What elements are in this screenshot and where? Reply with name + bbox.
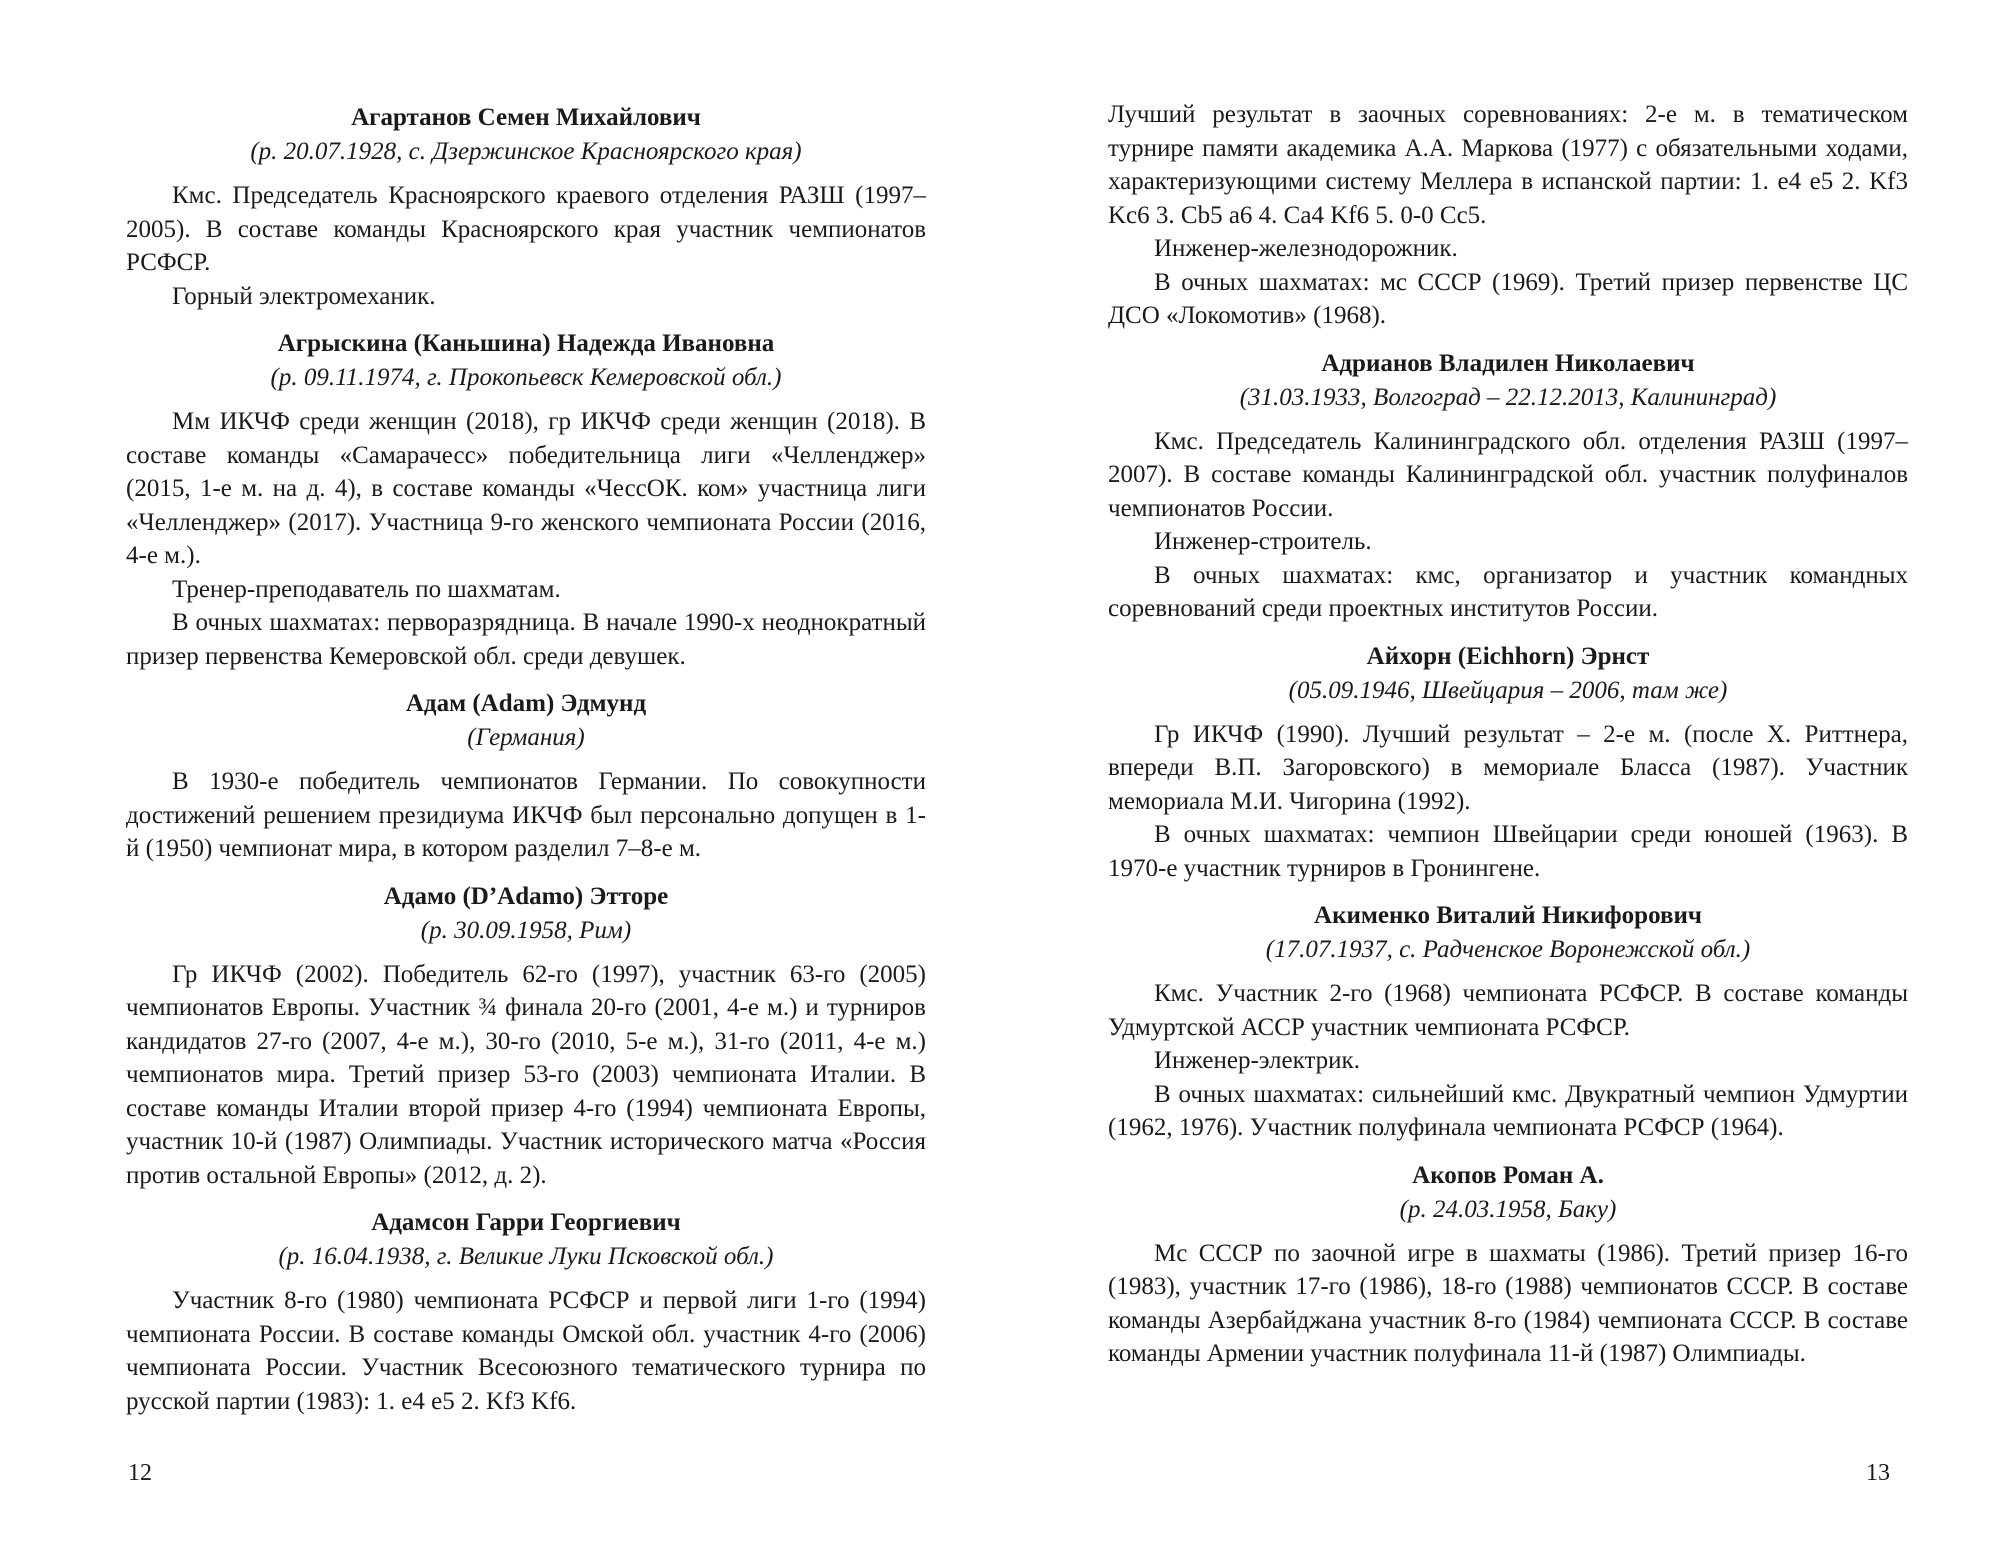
entry-dates: (р. 16.04.1938, г. Великие Луки Псковской обл.) [278,1243,774,1270]
entry-paragraph: Горный электромеханик. [172,282,436,310]
entry-paragraph: В очных шахматах: чемпион Швейцарии среди юношей (1963). В 1970-е участник турниров в Гронингене. [1108,821,1908,882]
entry-eichhorn [1108,640,1908,886]
entry-paragraph: Кмс. Председатель Красноярского краевого отделения РАЗШ (1997–2005). В составе команды Красноярского края участник чемпионатов РСФСР. [126,182,926,276]
entry-adamo [126,880,926,1193]
entry-adam [126,687,926,866]
entry-dates: (31.03.1933, Волгоград – 22.12.2013, Калининград) [1239,383,1777,411]
entry-paragraph: Гр ИКЧФ (2002). Победитель 62-го (1997), участник 63-го (2005) чемпионатов Европы. Участник ¾ финала 20-го (2001, 4-е м.) и турниров кандидатов 27-го (2007, 4-е м.), 30-го (2010, 5-е м.), 31-го (2011, 4-е м.) чемпионатов мира. Третий призер 53-го (2003) чемпионата Италии. В составе команды Италии второй призер 4-го (1994) чемпионата Европы, участник 10-й (1987) Олимпиады. Участник исторического матча «Россия против остальной Европы» (2012, д. 2). [126,960,926,1189]
entry-dates: (р. 09.11.1974, г. Прокопьевск Кемеровской обл.) [270,364,782,391]
entry-paragraph: Гр ИКЧФ (1990). Лучший результат – 2-е м. (после Х. Риттнера, впереди В.П. Загоровского) в мемориале Бласса (1987). Участник мемориала М.И. Чигорина (1992). [1108,720,1908,815]
entry-paragraph: Кмс. Участник 2-го (1968) чемпионата РСФСР. В составе команды Удмуртской АССР участник чемпионата РСФСР. [1108,980,1908,1041]
entry-dates: (р. 20.07.1928, с. Дзержинское Красноярского края) [250,138,802,165]
entry-name: Агрыскина (Каньшина) Надежда Ивановна [277,330,775,357]
entry-dates: (17.07.1937, с. Радченское Воронежской обл.) [1265,936,1751,963]
entry-agryskina [126,327,926,673]
entry-name: Адрианов Владилен Николаевич [1321,349,1695,377]
entry-dates: (р. 30.09.1958, Рим) [420,916,632,944]
entry-paragraph: Мс СССР по заочной игре в шахматы (1986). Третий призер 16-го (1983), участник 17-го (1986), 18-го (1988) чемпионатов СССР. В составе команды Азербайджана участник 8-го (1984) чемпионата СССР. В составе команды Армении участник полуфинала 11-й (1987) Олимпиады. [1108,1239,1908,1367]
continuation-paragraph: Лучший результат в заочных соревнованиях: 2-е м. в тематическом турнире памяти академика А.А. Маркова (1977) с обязательными ходами, характеризующими систему Меллера в испанской партии: 1. e4 e5 2. Kf3 Kc6 3. Cb5 a6 4. Ca4 Kf6 5. 0-0 Cc5. [1108,101,1908,229]
entry-paragraph: Мм ИКЧФ среди женщин (2018), гр ИКЧФ среди женщин (2018). В составе команды «Самарачесс» победительница лиги «Челленджер» (2015, 1-е м. на д. 4), в составе команды «ЧессОК. ком» участница лиги «Челленджер» (2017). Участница 9-го женского чемпионата России (2016, 4-е м.). [126,408,926,569]
entry-paragraph: Инженер-электрик. [1154,1047,1360,1074]
page-number-right: 13 [1866,1460,1890,1486]
entry-akopov [1108,1159,1908,1371]
entry-paragraph: Участник 8-го (1980) чемпионата РСФСР и первой лиги 1-го (1994) чемпионата России. В составе команды Омской обл. участник 4-го (2006) чемпионата России. Участник Всесоюзного тематического турнира по русской партии (1983): 1. e4 e5 2. Kf3 Kf6. [126,1287,926,1415]
entry-paragraph: Инженер-строитель. [1154,528,1372,555]
entry-dates: (05.09.1946, Швейцария – 2006, там же) [1288,676,1728,704]
right-page [1108,98,1908,1518]
entry-paragraph: В очных шахматах: перворазрядница. В начале 1990-х неоднократный призер первенства Кемеровской обл. среди девушек. [126,609,926,670]
entry-name: Адамо (D’Adamo) Этторе [383,882,669,910]
entry-name: Агартанов Семен Михайлович [351,104,701,131]
continuation-paragraph: Инженер-железнодорожник. [1154,235,1458,262]
entry-continuation [1108,98,1908,333]
entry-akimenko [1108,899,1908,1145]
entry-agartanov [126,101,926,313]
entry-dates: (р. 24.03.1958, Баку) [1399,1195,1617,1223]
entry-adrianov [1108,347,1908,626]
entry-dates: (Германия) [467,724,585,751]
entry-paragraph: В очных шахматах: сильнейший кмс. Двукратный чемпион Удмуртии (1962, 1976). Участник полуфинала чемпионата РСФСР (1964). [1108,1080,1908,1141]
entry-paragraph: Тренер-преподаватель по шахматам. [172,575,561,603]
entry-name: Айхорн (Eichhorn) Эрнст [1366,642,1650,670]
entry-paragraph: Кмс. Председатель Калининградского обл. отделения РАЗШ (1997–2007). В составе команды Калининградской обл. участник полуфиналов чемпионатов России. [1108,427,1908,522]
entry-name: Адам (Adam) Эдмунд [405,690,647,717]
entry-paragraph: В 1930-е победитель чемпионатов Германии. По совокупности достижений решением президиума ИКЧФ был персонально допущен в 1-й (1950) чемпионат мира, в котором разделил 7–8-е м. [126,768,926,862]
entry-name: Акименко Виталий Никифорович [1314,902,1702,929]
continuation-paragraph: В очных шахматах: мс СССР (1969). Третий призер первенстве ЦС ДСО «Локомотив» (1968). [1108,268,1908,329]
entry-paragraph: В очных шахматах: кмс, организатор и участник командных соревнований среди проектных институтов России. [1108,561,1908,622]
entry-name: Адамсон Гарри Георгиевич [371,1209,681,1236]
left-page [126,95,926,1515]
entry-adamson [126,1206,926,1418]
page-number-left: 12 [128,1460,152,1486]
entry-name: Акопов Роман А. [1412,1161,1604,1189]
